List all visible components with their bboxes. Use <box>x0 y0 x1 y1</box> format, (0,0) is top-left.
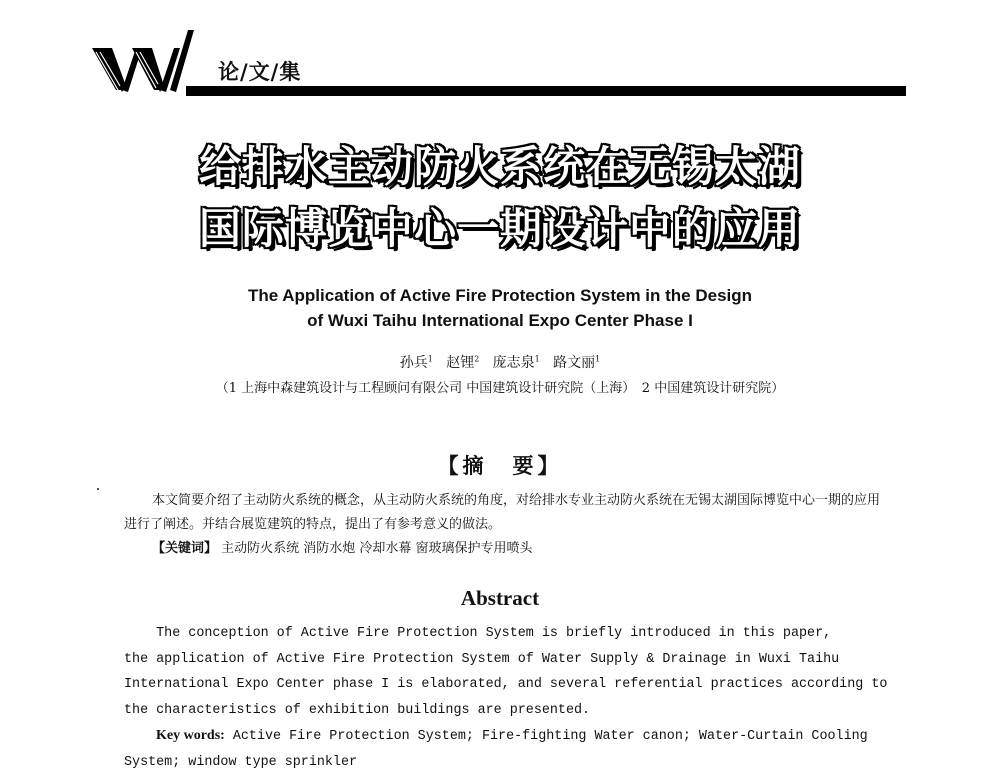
author-affil-sup: 1 <box>595 354 600 363</box>
title-cn-line1: 给排水主动防火系统在无锡太湖 <box>0 134 1000 194</box>
keywords-en-text: Active Fire Protection System; Fire-fighting Water canon; Water-Curtain Cooling <box>225 729 868 744</box>
abstract-en-line: the application of Active Fire Protection System of Water Supply & Drainage in Wuxi Taihu <box>124 647 894 673</box>
keywords-en <box>124 723 894 750</box>
title-cn-line2: 国际博览中心一期设计中的应用 <box>0 196 1000 256</box>
keywords-en-label: Key words: <box>156 728 225 743</box>
keywords-cn <box>124 537 884 561</box>
author-name: 赵锂 <box>446 355 474 371</box>
author-name: 路文丽 <box>553 355 595 371</box>
abstract-en-line: The conception of Active Fire Protection System is briefly introduced in this paper, <box>124 621 894 647</box>
header-rule <box>186 86 906 96</box>
abstract-en-line: the characteristics of exhibition buildings are presented. <box>124 698 894 724</box>
abstract-cn-text: 本文简要介绍了主动防火系统的概念，从主动防火系统的角度，对给排水专业主动防火系统在无锡太湖国际博览中心一期的应用进行了阐述。并结合展览建筑的特点，提出了有参考意义的做法。 <box>124 489 884 537</box>
keywords-cn-text: 主动防火系统 消防水炮 冷却水幕 窗玻璃保护专用喷头 <box>221 541 532 556</box>
abstract-en-line: International Expo Center phase I is elaborated, and several referential practices according to <box>124 672 894 698</box>
title-en-line2: of Wuxi Taihu International Expo Center Phase I <box>0 308 1000 333</box>
author-affil-sup: 1 <box>535 354 540 363</box>
abstract-cn-body <box>124 489 884 561</box>
abstract-en-heading: Abstract <box>0 586 1000 611</box>
author-name: 孙兵 <box>400 355 428 371</box>
author-name: 庞志泉 <box>493 355 535 371</box>
keywords-en-line2: System; window type sprinkler <box>124 750 894 775</box>
journal-section-label: 论/文/集 <box>218 56 301 86</box>
affiliation: （1 上海中森建筑设计与工程顾问有限公司 中国建筑设计研究院（上海） 2 中国建筑设计研究院） <box>0 377 1000 396</box>
author-affil-sup: 2 <box>474 354 479 363</box>
abstract-cn-heading: 【摘 要】 <box>0 450 1000 480</box>
keywords-cn-label: 【关键词】 <box>152 541 217 556</box>
author-affil-sup: 1 <box>428 354 433 363</box>
title-en-line1: The Application of Active Fire Protection System in the Design <box>0 283 1000 308</box>
scan-speck <box>97 488 99 490</box>
author-list <box>0 352 1000 372</box>
abstract-en-body <box>124 621 894 775</box>
